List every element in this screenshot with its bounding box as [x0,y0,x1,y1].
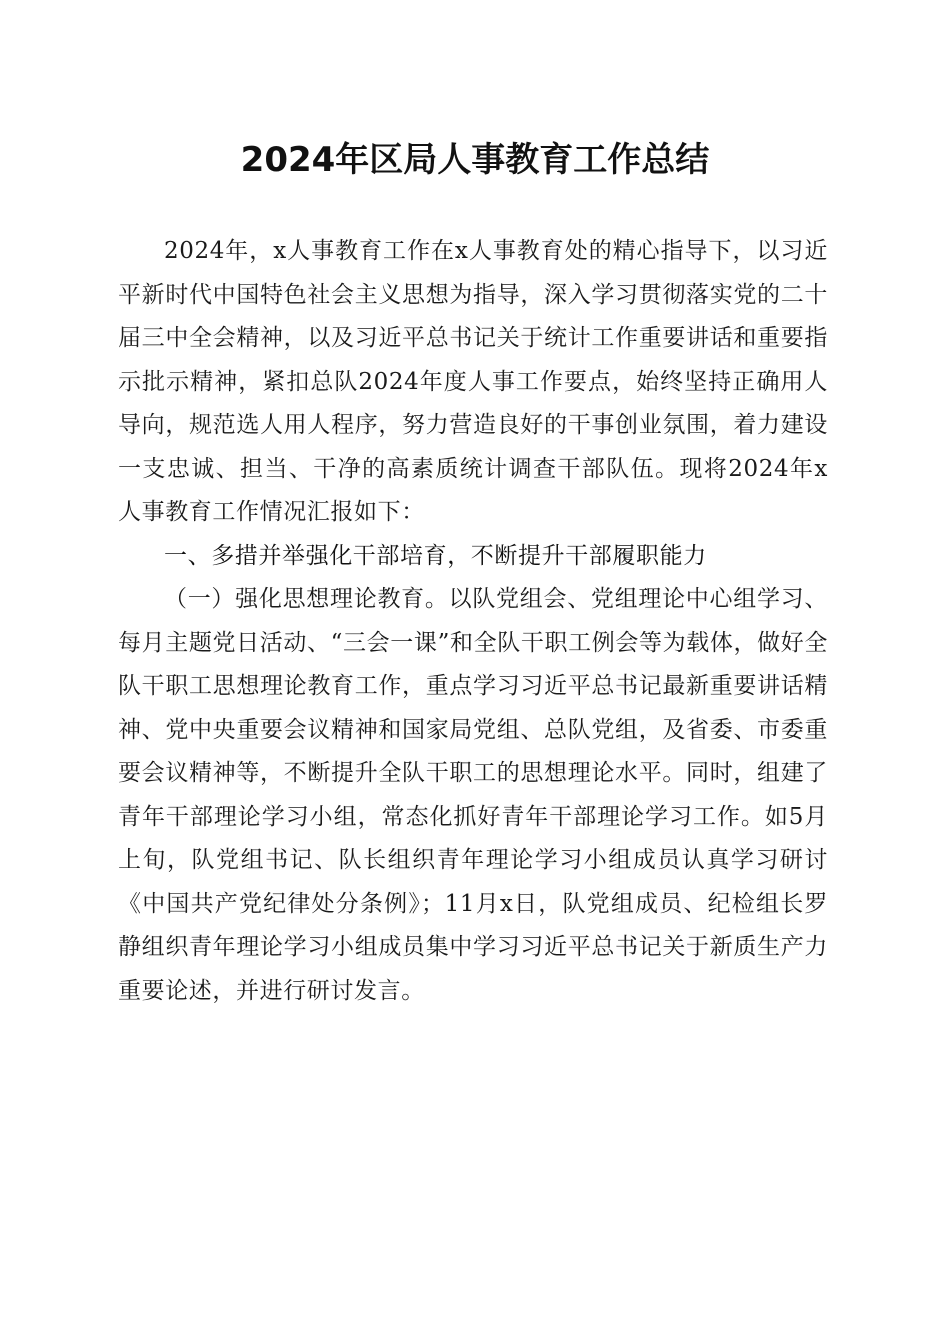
item-text: 以队党组会、党组理论中心组学习、每月主题党日活动、“三会一课”和全队干职工例会等为载体，做好全队干职工思想理论教育工作，重点学习习近平总书记最新重要讲话精神、党中央重要会议精神和国家局党组、总队党组，及省委、市委重要会议精神等，不断提升全队干职工的思想理论水平。同时，组建了青年干部理论学习小组，常态化抓好青年干部理论学习工作。如5月上旬，队党组书记、队长组织青年理论学习小组成员认真学习研讨《中国共产党纪律处分条例》；11月x日，队党组成员、纪检组长罗静组织青年理论学习小组成员集中学习习近平总书记关于新质生产力重要论述，并进行研讨发言。 [118,586,828,1004]
document-body [118,230,828,1013]
document-title: 2024年区局人事教育工作总结 [240,140,710,180]
intro-paragraph: 2024年，x人事教育工作在x人事教育处的精心指导下，以习近平新时代中国特色社会主义思想为指导，深入学习贯彻落实党的二十届三中全会精神，以及习近平总书记关于统计工作重要讲话和重要指示批示精神，紧扣总队2024年度人事工作要点，始终坚持正确用人导向，规范选人用人程序，努力营造良好的干事创业氛围，着力建设一支忠诚、担当、干净的高素质统计调查干部队伍。现将2024年x人事教育工作情况汇报如下： [118,238,828,525]
section-heading: 一、多措并举强化干部培育，不断提升干部履职能力 [164,542,707,569]
section-item-paragraph [118,578,828,1013]
item-lead: （一）强化思想理论教育。 [164,586,449,612]
